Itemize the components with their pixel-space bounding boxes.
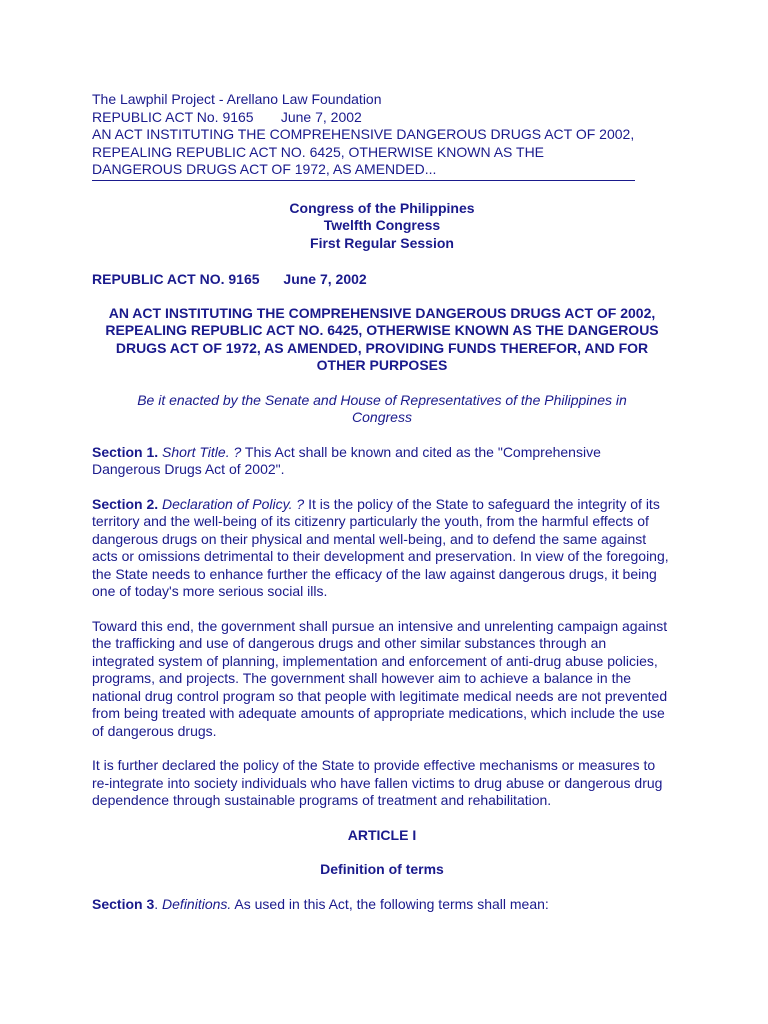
document-header [92, 91, 635, 181]
ra-header-line [92, 109, 635, 127]
section-1 [92, 444, 672, 479]
section-2-paragraph-2: Toward this end, the government shall pursue an intensive and unrelenting campaign against the trafficking and use of dangerous drugs and other similar substances through an integrated system of planning, implementation and enforcement of anti-drug abuse policies, programs, and projects. The government shall however aim to achieve a balance in the national drug control program so that people with legitimate medical needs are not prevented from being treated with adequate amounts of appropriate medications, which include the use of dangerous drugs. [92, 617, 668, 739]
section-2-paragraph-3: It is further declared the policy of the State to provide effective mechanisms or measures to re-integrate into society individuals who have fallen victims to drug abuse or dangerous drug dependence through sustainable programs of treatment and rehabilitation. [92, 757, 663, 808]
enacting-clause: Be it enacted by the Senate and House of Representatives of the Philippines in Congress [137, 391, 627, 425]
section-2-text: It is the policy of the State to safeguard the integrity of its territory and the well-being of its citizenry particularly the youth, from the harmful effects of dangerous drugs on their physical and mental well-being, and to defend the same against acts or omissions detrimental to their development and preservation. In view of the foregoing, the State needs to enhance further the efficacy of the law against dangerous drugs, it being one of today's more serious social ills. [92, 495, 669, 599]
congress-block [92, 200, 672, 253]
section-3-heading: Definitions. [162, 895, 232, 912]
act-date: June 7, 2002 [283, 271, 367, 287]
document-page [92, 91, 672, 913]
section-1-heading: Short Title. ? [162, 443, 242, 460]
ra-header-number: REPUBLIC ACT No. 9165 [92, 108, 254, 125]
congress-number: Twelfth Congress [323, 217, 441, 233]
act-number-line [92, 271, 672, 289]
section-3 [92, 896, 672, 914]
section-1-label: Section 1. [92, 443, 159, 460]
section-2-label: Section 2. [92, 495, 159, 512]
article-title: Definition of terms [320, 861, 444, 877]
article-heading: ARTICLE I [347, 826, 417, 843]
congress-line: Congress of the Philippines [289, 199, 475, 216]
act-title: AN ACT INSTITUTING THE COMPREHENSIVE DANGEROUS DRUGS ACT OF 2002, REPEALING REPUBLIC ACT NO. 6425, OTHERWISE KNOWN AS THE DANGEROUS DRUGS ACT OF 1972, AS AMENDED, PROVIDING FUNDS THEREFOR, AND FOR OTHER PURPOSES [105, 304, 659, 373]
header-title: AN ACT INSTITUTING THE COMPREHENSIVE DANGEROUS DRUGS ACT OF 2002, REPEALING REPUBLIC ACT NO. 6425, OTHERWISE KNOWN AS THE DANGEROUS DRUGS ACT OF 1972, AS AMENDED... [92, 126, 635, 177]
section-1-text: This Act shall be known and cited as the "Comprehensive Dangerous Drugs Act of 2002". [92, 443, 601, 477]
act-number: REPUBLIC ACT NO. 9165 [92, 271, 260, 287]
section-3-separator: . [154, 895, 159, 912]
session-line: First Regular Session [310, 234, 454, 251]
section-3-label: Section 3 [92, 895, 155, 912]
section-2 [92, 496, 672, 601]
section-2-heading: Declaration of Policy. ? [162, 495, 305, 512]
source-line: The Lawphil Project - Arellano Law Foundation [92, 91, 382, 107]
ra-header-date: June 7, 2002 [280, 108, 362, 125]
section-3-text: As used in this Act, the following terms shall mean: [234, 895, 549, 912]
